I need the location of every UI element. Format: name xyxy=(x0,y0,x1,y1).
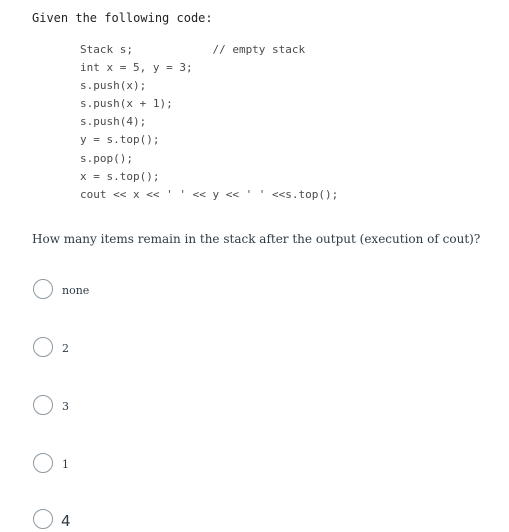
code-line: cout << x << ' ' << y << ' ' <<s.top(); xyxy=(80,187,339,201)
answer-label: 4 xyxy=(61,512,71,530)
answer-option-3[interactable] xyxy=(33,392,69,418)
answer-option-none[interactable] xyxy=(33,276,89,302)
code-line: y = s.top(); xyxy=(80,133,160,147)
code-line: s.push(x); xyxy=(80,79,147,93)
radio-button[interactable] xyxy=(33,509,53,529)
answer-option-2[interactable] xyxy=(33,334,69,360)
code-line: int x = 5, y = 3; xyxy=(80,61,193,75)
answer-label: 2 xyxy=(62,341,69,355)
answer-label: 1 xyxy=(62,457,69,471)
answer-option-4[interactable] xyxy=(33,506,71,532)
question-intro: Given the following code: xyxy=(32,11,213,25)
code-line: s.push(4); xyxy=(80,115,147,129)
radio-button[interactable] xyxy=(33,395,53,415)
code-line: s.push(x + 1); xyxy=(80,97,173,111)
radio-button[interactable] xyxy=(33,337,53,357)
radio-button[interactable] xyxy=(33,279,53,299)
radio-button[interactable] xyxy=(33,453,53,473)
question-prompt: How many items remain in the stack after the output (execution of cout)? xyxy=(32,232,481,246)
code-line: s.pop(); xyxy=(80,151,133,165)
answer-option-1[interactable] xyxy=(33,450,69,476)
code-line: Stack s; // empty stack xyxy=(80,43,306,56)
answer-label: 3 xyxy=(62,399,69,413)
code-block xyxy=(80,41,338,204)
code-line: x = s.top(); xyxy=(80,169,160,183)
answer-label: none xyxy=(62,283,90,297)
